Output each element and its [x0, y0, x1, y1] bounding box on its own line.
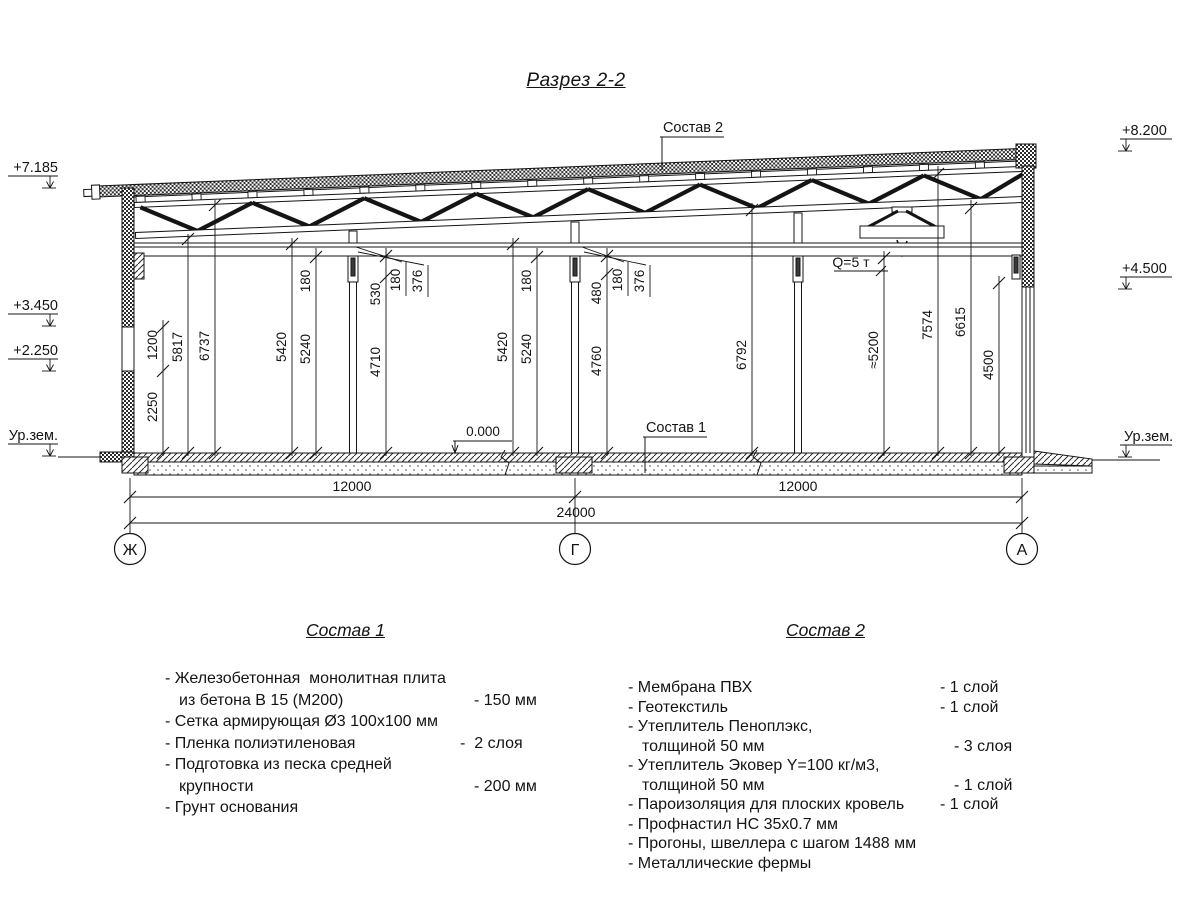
level-mark-icon: [50, 450, 54, 457]
list-item: [165, 776, 565, 798]
dim-label: 180: [388, 268, 403, 292]
purlin: [248, 192, 257, 198]
footing: [122, 457, 148, 473]
dim-label: 4500: [981, 349, 996, 381]
level-mark-icon: [1123, 451, 1127, 458]
column: [795, 256, 802, 453]
level-mark-icon: [50, 320, 54, 327]
wall-anchor-detail: [134, 253, 144, 279]
item-value: - 1 слой: [940, 679, 999, 696]
dim-label: ≈5200: [866, 331, 881, 369]
dim-label: 12000: [332, 478, 372, 494]
web-diagonal: [476, 191, 533, 219]
axis-bubbles: [115, 534, 1038, 565]
web-diagonal: [644, 185, 701, 213]
crane-trolley: [860, 226, 944, 238]
list-item: [628, 854, 1048, 874]
item-value: - 1 слой: [954, 776, 1013, 794]
web-diagonal: [980, 171, 1029, 199]
list-item: [628, 815, 1048, 835]
crane-capacity-label: Q=5 т: [832, 254, 870, 270]
list-item: [165, 690, 565, 712]
purlin: [696, 173, 705, 179]
level-label: +8.200: [1122, 123, 1167, 139]
dim-label: 6737: [197, 330, 212, 362]
list-item: [165, 754, 565, 776]
purlin: [136, 196, 145, 202]
list-item: [628, 717, 1048, 737]
item-value: - 150 мм: [474, 691, 537, 709]
item-text: - Сетка армирующая Ø3 100х100 мм: [165, 713, 438, 730]
purlin: [863, 167, 872, 173]
purlin: [807, 169, 816, 175]
dim-label: 5817: [170, 331, 185, 363]
item-text: - Грунт основания: [165, 799, 299, 816]
item-text: - Геотекстиль: [628, 698, 728, 716]
list-item: [628, 834, 1048, 854]
parapet-block: [1016, 144, 1036, 168]
item-text: - Пленка полиэтиленовая: [165, 734, 356, 752]
purlin: [472, 182, 481, 188]
web-diagonal: [812, 178, 869, 206]
dim-label: 24000: [556, 504, 596, 520]
item-text: - Подготовка из песка средней: [165, 756, 392, 773]
level-mark-icon: [47, 320, 51, 327]
vertical-dimension-labels: [145, 269, 996, 422]
roof-eave-cap: [91, 185, 100, 199]
level-label: +2.250: [13, 343, 58, 359]
dim-label: 5420: [274, 331, 289, 363]
item-text: - Утеплитель Пеноплэкс,: [628, 718, 813, 735]
dim-label: 180: [519, 269, 534, 293]
item-value: - 1 слой: [940, 698, 999, 716]
purlin: [584, 178, 593, 184]
list-item: [628, 698, 1048, 718]
dim-label: 5240: [519, 333, 534, 365]
drawing-title: Разрез 2-2: [526, 70, 626, 91]
dim-label: 1200: [145, 329, 160, 361]
purlin: [640, 176, 649, 182]
tie-beam: [134, 243, 1022, 256]
sostav1-callout: Состав 1: [645, 420, 707, 436]
axis-label: Г: [570, 542, 580, 559]
item-text: - Профнастил НС 35х0.7 мм: [628, 815, 839, 833]
level-label: +7.185: [13, 160, 58, 176]
level-mark-icon: [47, 450, 51, 457]
list-item: [165, 668, 565, 690]
level-mark-icon: [1123, 283, 1127, 290]
level-label: +3.450: [13, 298, 58, 314]
level-mark-icon: [50, 365, 54, 372]
zero-level-label: 0.000: [466, 424, 500, 439]
item-text: - Пароизоляция для плоских кровель: [628, 796, 905, 813]
dim-label: 6792: [734, 339, 749, 371]
level-mark-icon: [47, 365, 51, 372]
right-wall: [1016, 144, 1036, 453]
purlin: [192, 194, 201, 200]
web-diagonal: [588, 187, 645, 215]
item-text: - Мембрана ПВХ: [628, 679, 753, 696]
item-text: крупности: [179, 777, 254, 795]
item-text: толщиной 50 мм: [642, 737, 765, 755]
purlin: [919, 164, 928, 170]
web-diagonal: [420, 194, 477, 222]
dim-label: 180: [610, 268, 625, 292]
footing: [556, 457, 592, 473]
list-item: [628, 678, 1048, 698]
web-diagonal: [868, 175, 925, 203]
web-diagonal: [140, 205, 197, 233]
web-diagonal: [532, 189, 589, 217]
item-text: - Железобетонная монолитная плита: [165, 670, 446, 687]
dim-label: 12000: [778, 478, 818, 494]
web-diagonal: [700, 182, 757, 210]
level-mark-icon: [50, 182, 54, 189]
dim-label: 376: [410, 269, 425, 293]
web-diagonal: [252, 200, 309, 228]
dim-label: 5420: [495, 331, 510, 363]
purlin: [304, 189, 313, 195]
sostav2-header: Состав 2: [786, 620, 865, 640]
truss-support-stub: [349, 231, 357, 243]
purlin: [360, 187, 369, 193]
dim-label: 480: [589, 281, 604, 305]
level-mark-icon: [1126, 451, 1130, 458]
list-item: [165, 797, 565, 819]
sostav1-list: [165, 668, 565, 819]
item-text: - Утеплитель Эковер Y=100 кг/м3,: [628, 757, 880, 774]
purlin: [528, 180, 537, 186]
ramp: [1034, 451, 1092, 466]
truss-support-stub: [571, 222, 579, 243]
purlin: [416, 185, 425, 191]
level-mark-icon: [1126, 283, 1130, 290]
list-item: [628, 795, 1048, 815]
floor-slab: [58, 450, 1160, 475]
item-text: - Прогоны, швеллера с шагом 1488 мм: [628, 835, 917, 852]
level-mark-icon: [1126, 145, 1130, 152]
dim-label: 4710: [368, 346, 383, 378]
list-item: [165, 711, 565, 733]
level-mark-icon: [47, 182, 51, 189]
item-text: из бетона В 15 (М200): [179, 691, 344, 709]
list-item: [628, 776, 1048, 796]
sostav2-callout: Состав 2: [662, 120, 724, 136]
dim-label: 530: [368, 282, 383, 306]
footing: [1004, 457, 1034, 473]
list-item: [165, 733, 565, 755]
dim-label: 6615: [953, 306, 968, 338]
level-label: +4.500: [1122, 261, 1167, 277]
dim-label: 376: [632, 269, 647, 293]
purlin: [975, 162, 984, 168]
left-wall: [122, 188, 134, 453]
list-item: [628, 737, 1048, 757]
column: [350, 256, 357, 453]
item-value: - 1 слой: [940, 796, 999, 813]
column: [572, 256, 579, 453]
list-item: [628, 756, 1048, 776]
level-mark-icon: [1123, 145, 1127, 152]
dim-label: 7574: [920, 309, 935, 341]
dim-label: 4760: [589, 345, 604, 377]
item-text: - Металлические фермы: [628, 854, 812, 872]
item-value: - 200 мм: [474, 777, 537, 795]
ramp-sand-layer: [1034, 466, 1092, 473]
sostav2-list: [628, 678, 1048, 873]
truss-support-stub: [794, 213, 802, 243]
purlin: [751, 171, 760, 177]
dim-label: 5240: [298, 333, 313, 365]
web-diagonal: [756, 180, 813, 208]
level-label: Ур.зем.: [8, 428, 58, 444]
item-value: - 2 слоя: [460, 734, 523, 752]
dim-label: 2250: [145, 391, 160, 423]
web-diagonal: [364, 196, 421, 224]
axis-label: Ж: [122, 542, 138, 559]
web-diagonal: [924, 173, 981, 201]
sostav1-header: Состав 1: [306, 620, 385, 640]
web-diagonal: [308, 198, 365, 226]
item-value: - 3 слоя: [954, 737, 1013, 755]
level-label: Ур.зем.: [1124, 429, 1174, 445]
axis-label: А: [1016, 542, 1028, 559]
dim-label: 180: [298, 269, 313, 293]
web-diagonal: [196, 203, 253, 231]
item-text: толщиной 50 мм: [642, 776, 765, 794]
